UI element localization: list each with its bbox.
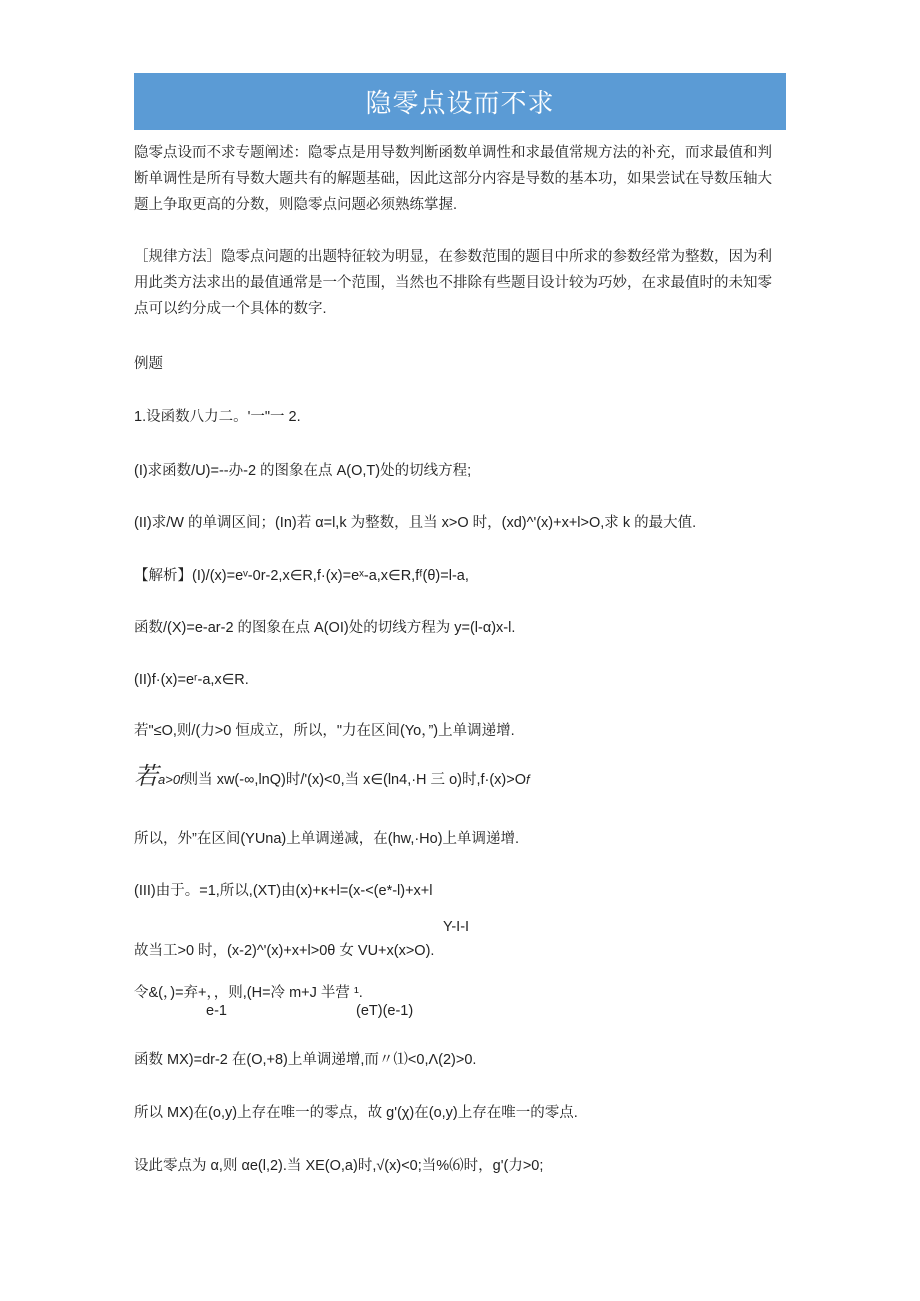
solution-line-5-tail: f xyxy=(526,772,530,787)
intro-paragraph: 隐零点设而不求专题阐述：隐零点是用导数判断函数单调性和求最值常规方法的补充，而求最值和判断单调性是所有导数大题共有的解题基础，因此这部分内容是导数的基本功，如果尝试在导数压轴大题上争取更高的分数，则隐零点问题必须熟练掌握. xyxy=(134,145,772,213)
solution-line-12: 设此零点为 α,则 αe(l,2).当 XE(O,a)时,√(x)<0;当%⑹时，g'(力>0; xyxy=(134,1158,544,1174)
solution-line-5-text: 则当 xw(-∞,lnQ)时/'(x)<0,当 x∈(ln4,·H 三 o)时,f·(x)>O xyxy=(183,772,527,788)
fraction-numerator: Y-I-I xyxy=(443,919,470,935)
solution-line-1: 【解析】(I)/(x)=eᵛ-0r-2,x∈R,f·(x)=eˣ-a,x∈R,fᶠ(θ)=l-a, xyxy=(134,568,469,584)
solution-line-3: (II)f·(x)=eʳ-a,x∈R. xyxy=(134,672,249,688)
solution-line-7: (III)由于。=1,所以,(XT)由(x)+κ+l=(x-<(e*-l)+x+l xyxy=(134,883,433,899)
fraction-denominator-2: (eT)(e-1) xyxy=(356,1003,414,1019)
solution-line-4: 若"≤O,则/(力>0 恒成立，所以，"力在区间(Yo，”)上单调递增. xyxy=(134,723,515,739)
solution-line-9: 令&(，)=弃+，，则,(H=冷 m+J 半营 ¹. xyxy=(134,985,363,1001)
solution-line-6: 所以，外”在区间(YUna)上单调递减，在(hw,·Ho)上单调递增. xyxy=(134,831,520,847)
page-title: 隐零点设而不求 xyxy=(365,88,555,118)
solution-line-2: 函数/(X)=e-ar-2 的图象在点 A(OI)处的切线方程为 y=(l-α)x-l. xyxy=(134,620,516,636)
method-paragraph: ［规律方法］隐零点问题的出题特征较为明显，在参数范围的题目中所求的参数经常为整数，因为利用此类方法求出的最值通常是一个范围，当然也不排除有些题目设计较为巧妙，在求最值时的未知零点可以约分成一个具体的数字. xyxy=(134,249,772,317)
solution-line-8: 故当工>0 时，(x-2)^'(x)+x+l>0θ 女 VU+x(x>O). xyxy=(134,943,435,959)
title-banner xyxy=(134,73,786,130)
question-part-2: (II)求/W 的单调区间；(In)若 α=l,k 为整数，且当 x>O 时，(xd)^'(x)+x+l>O,求 k 的最大值. xyxy=(134,515,697,531)
solution-line-5-condition: a>0f xyxy=(158,772,184,787)
solution-line-11: 所以 MX)在(o,y)上存在唯一的零点，故 g'(χ)在(o,y)上存在唯一的零点. xyxy=(134,1105,578,1121)
example-heading: 例题 xyxy=(134,356,163,372)
solution-line-10: 函数 MX)=dr-2 在(O,+8)上单调递增,而〃⑴<0,Λ(2)>0. xyxy=(134,1052,477,1068)
question-part-1: (I)求函数/U)=--办-2 的图象在点 A(O,T)处的切线方程; xyxy=(134,463,472,479)
fraction-denominator-1: e-1 xyxy=(206,1003,227,1019)
solution-line-5-lead: 若 xyxy=(134,762,158,790)
solution-line-5 xyxy=(134,762,530,790)
question-line: 1.设函数八力二。'一"一 2. xyxy=(134,409,301,425)
